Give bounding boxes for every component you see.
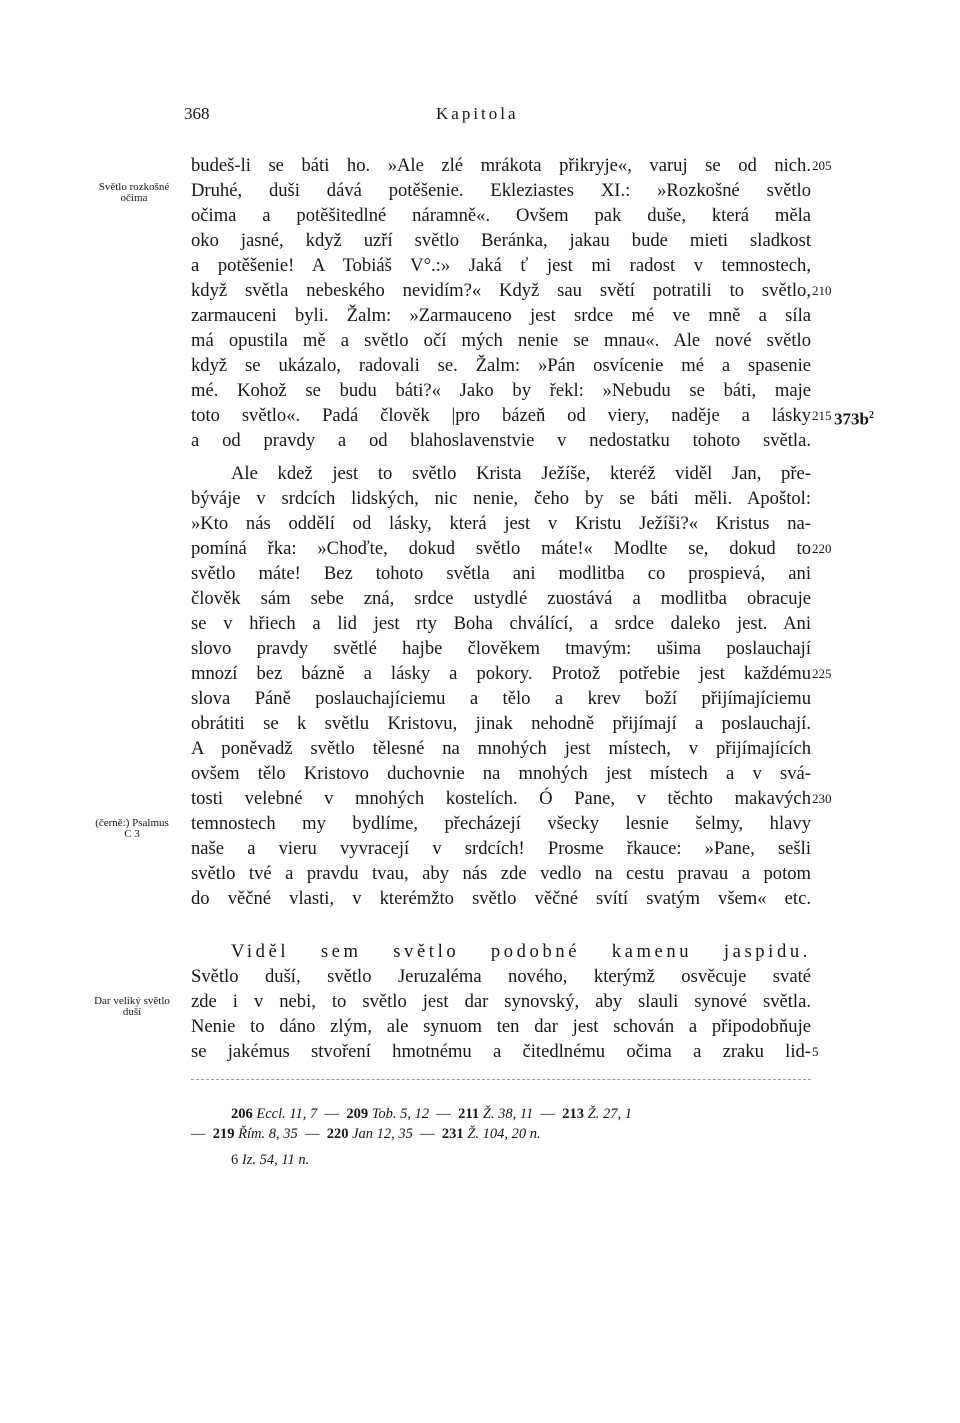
- text-line: obrátiti se k světlu Kristovu, jinak nehodně přijímají a poslauchají.: [191, 713, 811, 734]
- text-line: světlo tvé a pravdu tvau, aby nás zde vedlo na cestu pravau a potom: [191, 863, 811, 884]
- section-heading-line: Viděl sem světlo podobné kamenu jaspidu.: [231, 941, 811, 962]
- text-line: má opustila mě a světlo očí mých nenie se mnau«. Ale nové světlo: [191, 330, 811, 351]
- folio-marker: [834, 404, 874, 432]
- text-line: Druhé, duši dává potěšenie. Ekleziastes XI.: »Rozkošné světlo: [191, 180, 811, 201]
- text-line: Ale kdež jest to světlo Krista Ježíše, kteréž viděl Jan, pře-: [231, 463, 811, 484]
- margin-note-3-line-1: Dar veliký světlo: [94, 995, 170, 1007]
- margin-note-2-line-1: (černě:) Psalmus: [95, 817, 169, 829]
- text-line: se jakémus stvoření hmotnému a čitedlnému očima a zraku lid-: [191, 1041, 811, 1062]
- text-line: se v hřiech a lid jest rty Boha chválící, a srdce daleko jest. Ani: [191, 613, 811, 634]
- text-line: temnostech my bydlíme, přecházejí všecky lesnie šelmy, hlavy: [191, 813, 811, 834]
- footnote-dash: —: [324, 1106, 340, 1122]
- footnote-row-2: [191, 1124, 541, 1144]
- footnote-reference: Ž. 104, 20 n.: [467, 1126, 541, 1142]
- text-line: tosti velebné v mnohých kostelích. Ó Pane, v těchto makavých: [191, 788, 811, 809]
- text-line: Světlo duší, světlo Jeruzaléma nového, kterýmž osvěcuje svaté: [191, 966, 811, 987]
- footnote-number: 231: [441, 1126, 464, 1142]
- text-line: »Kto nás oddělí od lásky, která jest v Kristu Ježíši?« Kristus na-: [191, 513, 811, 534]
- footnote-row-1: [231, 1104, 632, 1124]
- text-line: Nenie to dáno zlým, ale synuom ten dar jest schován a připodobňuje: [191, 1016, 811, 1037]
- margin-note-1: [84, 182, 184, 204]
- text-line: A poněvadž světlo tělesné na mnohých jest místech, v přijímajících: [191, 738, 811, 759]
- text-line: oko jasné, když uzří světlo Beránka, jakau bude mieti sladkost: [191, 230, 811, 251]
- footnote-separator: [191, 1079, 811, 1080]
- footnote-number: 209: [346, 1106, 369, 1122]
- text-line: zarmauceni byli. Žalm: »Zarmauceno jest srdce mé ve mně a síla: [191, 305, 811, 326]
- margin-note-2-line-2: C 3: [124, 828, 140, 840]
- footnote-reference: Řím. 8, 35: [238, 1126, 298, 1142]
- line-number: 210: [812, 283, 832, 298]
- line-number: 220: [812, 541, 832, 556]
- margin-note-1-line-2: očima: [120, 192, 148, 204]
- footnote-number: 219: [212, 1126, 235, 1142]
- footnote-number: 211: [458, 1106, 480, 1122]
- folio-marker-text: 373b: [834, 409, 869, 429]
- text-line: býváje v srdcích lidských, nic nenie, čeho by se báti měli. Apoštol:: [191, 488, 811, 509]
- text-line: mnozí bez bázně a lásky a pokory. Protož potřebie jest každému: [191, 663, 811, 684]
- margin-note-3-line-2: duší: [122, 1006, 142, 1018]
- line-number: 205: [812, 158, 832, 173]
- line-number: 225: [812, 666, 832, 681]
- margin-note-3: [82, 996, 182, 1018]
- footnote-number: 6: [231, 1152, 239, 1168]
- footnote-dash: —: [420, 1126, 435, 1142]
- text-line: do věčné vlasti, v kterémžto světlo věčné svítí svatým všem« etc.: [191, 888, 811, 909]
- text-line: slova Páně poslauchajíciemu a tělo a krev boží přijímajíciemu: [191, 688, 811, 709]
- footnote-dash: —: [436, 1106, 451, 1122]
- footnote-reference: Iz. 54, 11 n.: [241, 1152, 310, 1168]
- margin-note-2: [82, 818, 182, 840]
- line-number: 230: [812, 791, 832, 806]
- running-head: Kapitola: [436, 104, 519, 123]
- footnote-dash: —: [540, 1106, 555, 1122]
- text-line: toto světlo«. Padá člověk |pro bázeň od viery, naděje a lásky: [191, 405, 811, 426]
- text-line: slovo pravdy světlé hajbe člověkem tmavým: ušima poslauchají: [191, 638, 811, 659]
- footnote-dash: —: [191, 1126, 206, 1142]
- text-line: pomíná řka: »Choďte, dokud světlo máte!« Modlte se, dokud to: [191, 538, 811, 559]
- text-line: a potěšenie! A Tobiáš V°.:» Jaká ť jest mi radost v temnostech,: [191, 255, 811, 276]
- text-line: když se ukázalo, radovali se. Žalm: »Pán osvícenie mé a spasenie: [191, 355, 811, 376]
- folio-marker-sup: 2: [868, 410, 874, 421]
- margin-note-1-line-1: Světlo rozkošné: [98, 181, 170, 193]
- footnote-reference: Eccl. 11, 7: [256, 1106, 318, 1122]
- text-line: světlo máte! Bez tohoto světla ani modlitba co prospievá, ani: [191, 563, 811, 584]
- line-number: 215: [812, 408, 832, 423]
- text-line: očima a potěšitedlné náramně«. Ovšem pak duše, která měla: [191, 205, 811, 226]
- footnote-number: 220: [326, 1126, 349, 1142]
- text-line: když světla nebeského nevidím?« Když sau světí potratili to světlo,: [191, 280, 811, 301]
- line-number: 5: [812, 1044, 819, 1059]
- footnote-number: 213: [562, 1106, 584, 1122]
- footnote-dash: —: [304, 1126, 320, 1142]
- text-line: naše a vieru vyvracejí v srdcích! Prosme řkauce: »Pane, sešli: [191, 838, 811, 859]
- footnote-reference: Ž. 27, 1: [587, 1106, 632, 1122]
- text-line: budeš-li se báti ho. »Ale zlé mrákota přikryje«, varuj se od nich.: [191, 155, 811, 176]
- text-line: zde i v nebi, to světlo jest dar synovský, aby slauli synové světla.: [191, 991, 811, 1012]
- footnote-reference: Jan 12, 35: [352, 1126, 413, 1142]
- footnote-number: 206: [231, 1106, 253, 1122]
- footnote-reference: Ž. 38, 11: [482, 1106, 534, 1122]
- text-line: a od pravdy a od blahoslavenstvie v nedostatku tohoto světla.: [191, 430, 811, 451]
- page-number: 368: [184, 104, 210, 123]
- text-line: ovšem tělo Kristovo duchovnie na mnohých jest místech a v svá-: [191, 763, 811, 784]
- text-line: mé. Kohož se budu báti?« Jako by řekl: »Nebudu se báti, maje: [191, 380, 811, 401]
- text-line: člověk sám sebe zná, srdce ustydlé zuostává a modlitba obracuje: [191, 588, 811, 609]
- footnote-row-3: [231, 1150, 309, 1170]
- footnote-reference: Tob. 5, 12: [371, 1106, 430, 1122]
